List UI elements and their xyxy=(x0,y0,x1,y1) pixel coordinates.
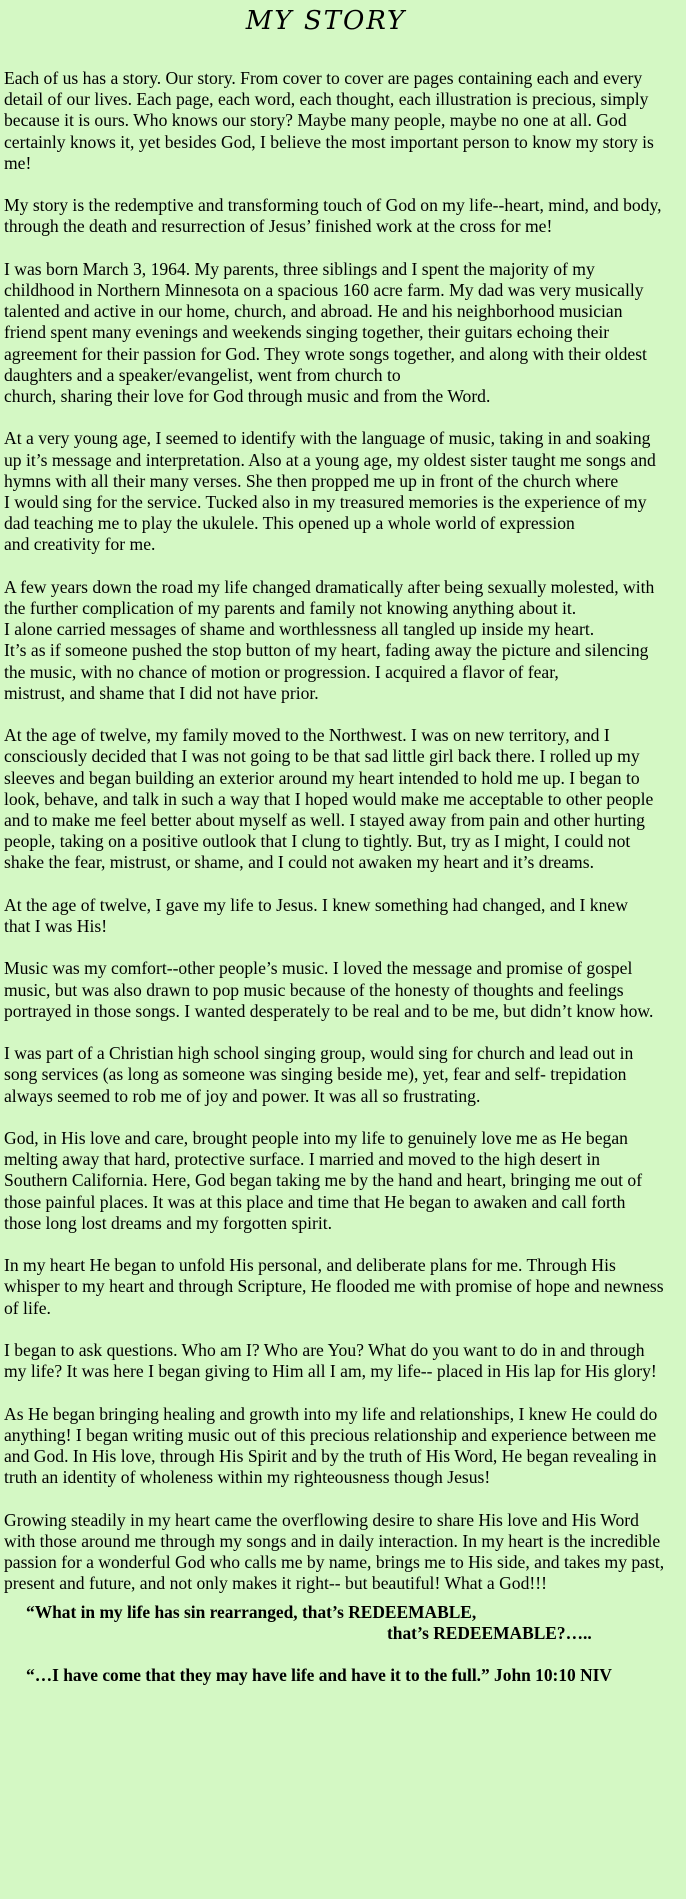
closing-quotes xyxy=(26,1602,666,1686)
story-paragraph xyxy=(4,428,684,555)
story-paragraph xyxy=(4,1340,684,1382)
paragraph-line: It’s as if someone pushed the stop button of my heart, fading away the picture and silencing xyxy=(4,640,649,661)
paragraph-line: talented and active in our home, church, and abroad. He and his neighborhood musician xyxy=(4,301,623,322)
paragraph-line: people, taking on a positive outlook that I clung to tightly. But, try as I might, I could not xyxy=(4,831,631,852)
paragraph-line: of life. xyxy=(4,1297,51,1318)
paragraph-line: and God. In His love, through His Spirit and by the truth of His Word, He began revealing in xyxy=(4,1446,657,1467)
paragraph-line: present and future, and not only makes it right-- but beautiful! What a God!!! xyxy=(4,1573,547,1594)
paragraph-line: Southern California. Here, God began taking me by the hand and heart, bringing me out of xyxy=(4,1170,643,1191)
paragraph-line: truth an identity of wholeness within my righteousness though Jesus! xyxy=(4,1467,491,1488)
paragraph-line: passion for a wonderful God who calls me by name, brings me to His side, and takes my past, xyxy=(4,1552,665,1573)
story-paragraph xyxy=(4,1404,684,1489)
paragraph-line: and creativity for me. xyxy=(4,534,156,555)
paragraph-line: certainly knows it, yet besides God, I believe the most important person to know my story is xyxy=(4,131,654,152)
paragraph-line: consciously decided that I was not going to be that sad little girl back there. I rolled up my xyxy=(4,746,640,767)
paragraph-line: always seemed to rob me of joy and power. It was all so frustrating. xyxy=(4,1085,481,1106)
paragraph-line: As He began bringing healing and growth into my life and relationships, I knew He could do xyxy=(4,1403,658,1424)
quote-redeemable-line-1: “What in my life has sin rearranged, that’s REDEEMABLE, xyxy=(26,1602,477,1622)
paragraph-line: I began to ask questions. Who am I? Who are You? What do you want to do in and through xyxy=(4,1340,645,1361)
paragraph-line: that I was His! xyxy=(4,916,108,937)
story-paragraph xyxy=(4,1255,684,1319)
paragraph-line: Growing steadily in my heart came the overflowing desire to share His love and His Word xyxy=(4,1509,639,1530)
paragraph-line: My story is the redemptive and transforming touch of God on my life--heart, mind, and body, xyxy=(4,195,662,216)
paragraph-line: Music was my comfort--other people’s music. I loved the message and promise of gospel xyxy=(4,958,633,979)
story-paragraph xyxy=(4,1128,684,1234)
paragraph-line: song services (as long as someone was singing beside me), yet, fear and self- trepidation xyxy=(4,1064,627,1085)
paragraph-line: whisper to my heart and through Scripture, He flooded me with promise of hope and newness xyxy=(4,1276,664,1297)
paragraph-line: anything! I began writing music out of this precious relationship and experience between me xyxy=(4,1424,657,1445)
paragraph-line: At the age of twelve, I gave my life to Jesus. I knew something had changed, and I knew xyxy=(4,894,628,915)
paragraph-line: look, behave, and talk in such a way that I hoped would make me acceptable to other people xyxy=(4,788,654,809)
paragraph-line: At the age of twelve, my family moved to the Northwest. I was on new territory, and I xyxy=(4,725,610,746)
story-paragraph xyxy=(4,1510,684,1595)
paragraph-line: shake the fear, mistrust, or shame, and I could not awaken my heart and it’s dreams. xyxy=(4,852,594,873)
paragraph-line: the further complication of my parents and family not knowing anything about it. xyxy=(4,598,577,619)
story-paragraph xyxy=(4,195,684,237)
story-paragraph xyxy=(4,1043,684,1107)
paragraph-line: because it is ours. Who knows our story? Maybe many people, maybe no one at all. God xyxy=(4,110,627,131)
paragraph-line: agreement for their passion for God. They wrote songs together, and along with their oldest xyxy=(4,343,647,364)
story-body xyxy=(4,68,684,1616)
paragraph-line: through the death and resurrection of Jesus’ finished work at the cross for me! xyxy=(4,216,553,237)
quote-john-10-10: “…I have come that they may have life and have it to the full.” John 10:10 NIV xyxy=(26,1665,612,1685)
paragraph-line: In my heart He began to unfold His personal, and deliberate plans for me. Through His xyxy=(4,1255,616,1276)
quote-redeemable-line-2: that’s REDEEMABLE?….. xyxy=(387,1623,592,1643)
paragraph-line: up it’s message and interpretation. Also at a young age, my oldest sister taught me songs and xyxy=(4,449,656,470)
paragraph-line: I was part of a Christian high school singing group, would sing for church and lead out in xyxy=(4,1043,634,1064)
paragraph-line: childhood in Northern Minnesota on a spacious 160 acre farm. My dad was very musically xyxy=(4,280,644,300)
paragraph-line: I would sing for the service. Tucked also in my treasured memories is the experience of my xyxy=(4,492,647,513)
paragraph-line: portrayed in those songs. I wanted desperately to be real and to be me, but didn’t know how. xyxy=(4,1000,654,1021)
paragraph-line: music, but was also drawn to pop music because of the honesty of thoughts and feelings xyxy=(4,979,624,1000)
paragraph-line: me! xyxy=(4,152,32,173)
paragraph-line: I was born March 3, 1964. My parents, three siblings and I spent the majority of my xyxy=(4,258,595,279)
paragraph-line: those long lost dreams and my forgotten spirit. xyxy=(4,1212,333,1233)
story-paragraph xyxy=(4,725,684,873)
paragraph-line: those painful places. It was at this place and time that He began to awaken and call forth xyxy=(4,1191,626,1212)
paragraph-line: and to make me feel better about myself as well. I stayed away from pain and other hurting xyxy=(4,810,645,831)
paragraph-line: At a very young age, I seemed to identify with the language of music, taking in and soaking xyxy=(4,428,651,449)
story-paragraph xyxy=(4,895,684,937)
story-paragraph xyxy=(4,958,684,1022)
paragraph-line: Each of us has a story. Our story. From cover to cover are pages containing each and every xyxy=(4,68,643,88)
paragraph-line: hymns with all their many verses. She then propped me up in front of the church where xyxy=(4,470,619,491)
story-paragraph xyxy=(4,68,684,174)
page-title: MY STORY xyxy=(245,6,407,36)
paragraph-line: with those around me through my songs and in daily interaction. In my heart is the incredible xyxy=(4,1530,661,1551)
story-paragraph xyxy=(4,259,684,407)
paragraph-line: the music, with no chance of motion or progression. I acquired a flavor of fear, xyxy=(4,661,559,682)
paragraph-line: daughters and a speaker/evangelist, went from church to xyxy=(4,364,401,385)
paragraph-line: my life? It was here I began giving to Him all I am, my life-- placed in His lap for His glory! xyxy=(4,1361,657,1382)
paragraph-line: mistrust, and shame that I did not have prior. xyxy=(4,682,319,703)
paragraph-line: friend spent many evenings and weekends singing together, their guitars echoing their xyxy=(4,322,610,343)
paragraph-line: church, sharing their love for God through music and from the Word. xyxy=(4,386,491,407)
paragraph-line: melting away that hard, protective surface. I married and moved to the high desert in xyxy=(4,1149,601,1170)
paragraph-line: dad teaching me to play the ukulele. This opened up a whole world of expression xyxy=(4,513,575,534)
paragraph-line: detail of our lives. Each page, each word, each thought, each illustration is precious, simply xyxy=(4,89,649,110)
paragraph-line: sleeves and began building an exterior around my heart intended to hold me up. I began to xyxy=(4,767,640,788)
paragraph-line: God, in His love and care, brought people into my life to genuinely love me as He began xyxy=(4,1128,628,1149)
paragraph-line: A few years down the road my life changed dramatically after being sexually molested, with xyxy=(4,576,655,597)
paragraph-line: I alone carried messages of shame and worthlessness all tangled up inside my heart. xyxy=(4,619,595,640)
story-paragraph xyxy=(4,577,684,704)
